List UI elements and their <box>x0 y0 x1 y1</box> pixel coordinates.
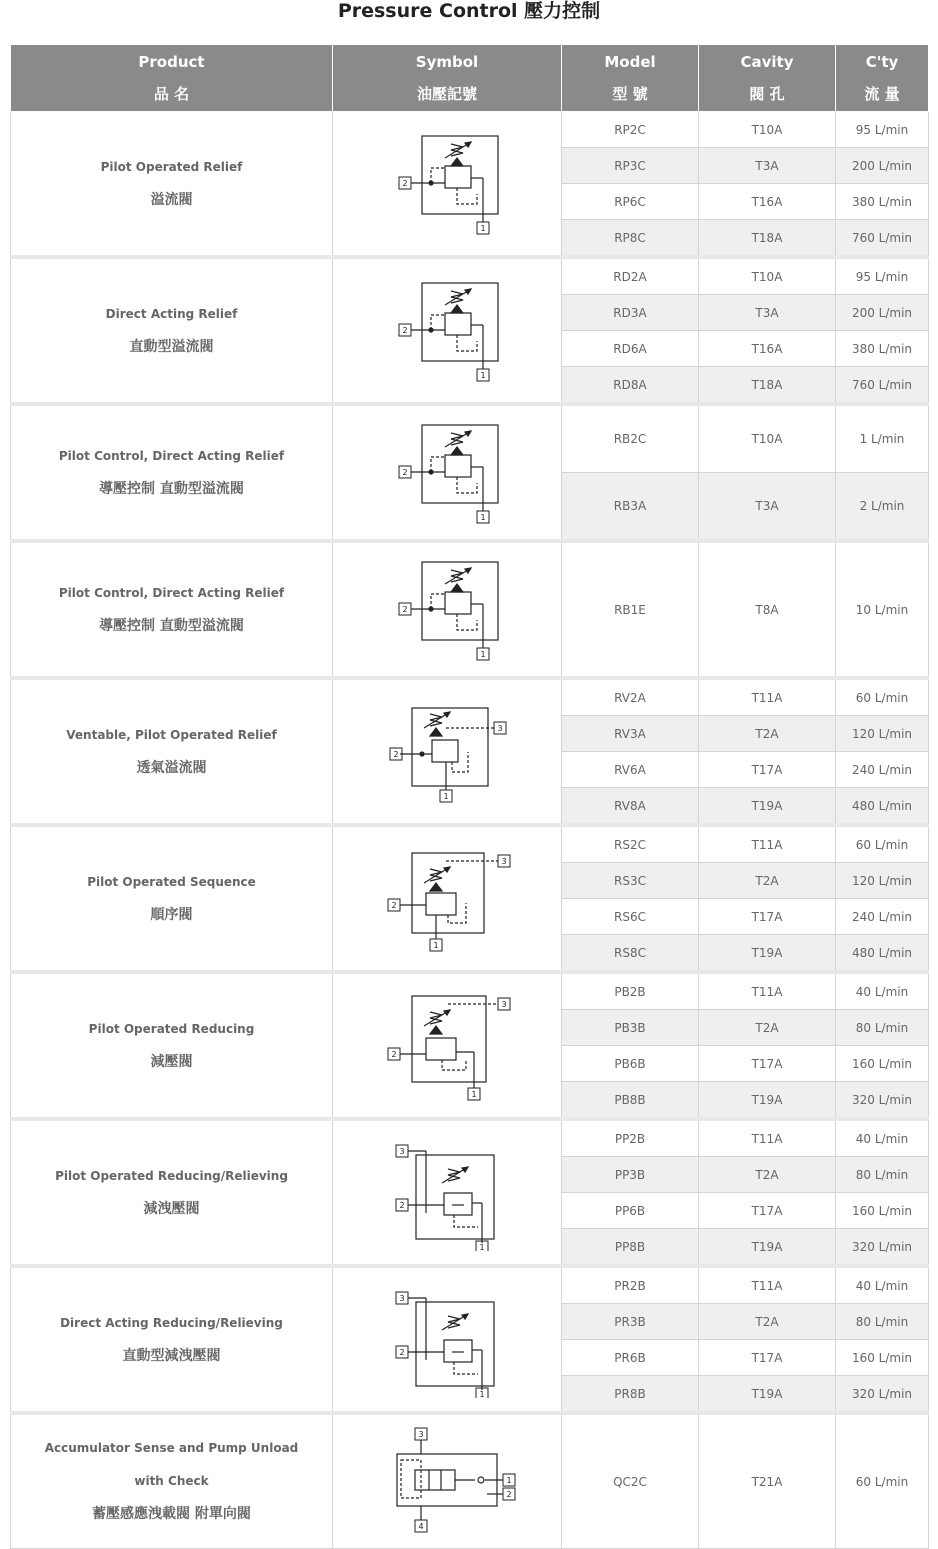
cavity-cell: T18A <box>699 367 836 405</box>
cavity-cell: T19A <box>699 1376 836 1414</box>
cty-cell: 80 L/min <box>836 1157 929 1193</box>
cavity-cell: T17A <box>699 1046 836 1082</box>
cavity-cell: T19A <box>699 935 836 973</box>
model-cell: RD8A <box>562 367 699 405</box>
cty-cell: 320 L/min <box>836 1082 929 1120</box>
product-cell <box>11 972 333 1119</box>
cavity-cell: T19A <box>699 788 836 826</box>
model-cell: RS2C <box>562 825 699 863</box>
cavity-cell: T3A <box>699 148 836 184</box>
product-name: Direct Acting Reducing/Relieving <box>60 1315 283 1330</box>
cavity-cell: T10A <box>699 404 836 473</box>
cty-cell: 60 L/min <box>836 678 929 716</box>
header-symbol: Symbol 油壓記號 <box>333 45 562 112</box>
model-cell: PR8B <box>562 1376 699 1414</box>
svg-text:3: 3 <box>497 723 503 733</box>
header-product: Product 品 名 <box>11 45 333 112</box>
svg-text:3: 3 <box>399 1293 405 1303</box>
symbol-cell <box>333 404 562 541</box>
cavity-cell: T17A <box>699 1340 836 1376</box>
symbol-cell <box>333 972 562 1119</box>
svg-text:2: 2 <box>399 1347 405 1357</box>
product-name-line2: with Check <box>134 1474 209 1488</box>
model-cell: PR2B <box>562 1266 699 1304</box>
table-row <box>11 541 929 678</box>
accumulator-unload-symbol-icon <box>333 1420 561 1544</box>
model-cell: RB3A <box>562 473 699 542</box>
model-cell: QC2C <box>562 1413 699 1549</box>
svg-text:2: 2 <box>393 749 399 759</box>
svg-text:1: 1 <box>480 223 486 233</box>
model-cell: RS8C <box>562 935 699 973</box>
cty-cell: 320 L/min <box>836 1376 929 1414</box>
cavity-cell: T10A <box>699 257 836 295</box>
model-cell: RP8C <box>562 220 699 258</box>
model-cell: PR6B <box>562 1340 699 1376</box>
product-name: Pilot Operated Reducing <box>88 1021 255 1036</box>
cavity-cell: T11A <box>699 825 836 863</box>
cty-cell: 480 L/min <box>836 788 929 826</box>
symbol-cell <box>333 112 562 258</box>
reducing-relieving-symbol-icon <box>333 1135 561 1251</box>
svg-text:2: 2 <box>506 1489 512 1499</box>
cty-cell: 95 L/min <box>836 112 929 148</box>
model-cell: PP3B <box>562 1157 699 1193</box>
svg-text:1: 1 <box>479 1389 485 1398</box>
product-name: Pilot Operated Relief <box>100 159 243 174</box>
product-name: Accumulator Sense and Pump Unload <box>44 1441 299 1455</box>
cty-cell: 60 L/min <box>836 1413 929 1549</box>
product-name-cn: 導壓控制 直動型溢流閥 <box>99 480 244 497</box>
model-cell: PB3B <box>562 1010 699 1046</box>
svg-text:2: 2 <box>402 325 408 335</box>
cavity-cell: T11A <box>699 972 836 1010</box>
svg-text:2: 2 <box>402 467 408 477</box>
product-cell <box>11 1119 333 1266</box>
cty-cell: 2 L/min <box>836 473 929 542</box>
model-cell: RV2A <box>562 678 699 716</box>
product-name-cn: 透氣溢流閥 <box>136 759 207 776</box>
cty-cell: 10 L/min <box>836 541 929 678</box>
cavity-cell: T17A <box>699 899 836 935</box>
relief-symbol-icon <box>333 275 561 387</box>
model-cell: PP2B <box>562 1119 699 1157</box>
model-cell: RV8A <box>562 788 699 826</box>
model-cell: RD2A <box>562 257 699 295</box>
relief-symbol-icon <box>333 128 561 240</box>
cty-cell: 160 L/min <box>836 1340 929 1376</box>
product-name: Pilot Control, Direct Acting Relief <box>58 585 285 600</box>
svg-text:1: 1 <box>479 1242 485 1251</box>
svg-text:2: 2 <box>391 1049 397 1059</box>
cavity-cell: T2A <box>699 1157 836 1193</box>
pressure-control-table <box>10 44 929 1549</box>
svg-text:1: 1 <box>506 1475 512 1485</box>
product-name-cn: 減洩壓閥 <box>143 1200 200 1217</box>
model-cell: PP8B <box>562 1229 699 1267</box>
table-row <box>11 825 929 863</box>
cty-cell: 200 L/min <box>836 295 929 331</box>
cty-cell: 60 L/min <box>836 825 929 863</box>
cavity-cell: T2A <box>699 1010 836 1046</box>
cty-cell: 320 L/min <box>836 1229 929 1267</box>
model-cell: RS3C <box>562 863 699 899</box>
table-row <box>11 972 929 1010</box>
product-cell <box>11 678 333 825</box>
cty-cell: 40 L/min <box>836 1266 929 1304</box>
product-name: Ventable, Pilot Operated Relief <box>66 727 277 742</box>
cty-cell: 80 L/min <box>836 1010 929 1046</box>
svg-text:1: 1 <box>480 649 486 659</box>
cty-cell: 480 L/min <box>836 935 929 973</box>
relief-symbol-icon <box>333 417 561 529</box>
sequence-symbol-icon <box>333 843 561 955</box>
cty-cell: 200 L/min <box>836 148 929 184</box>
cty-cell: 80 L/min <box>836 1304 929 1340</box>
table-row <box>11 404 929 473</box>
table-row <box>11 1119 929 1157</box>
page-title: Pressure Control 壓力控制 <box>337 0 601 22</box>
cty-cell: 380 L/min <box>836 184 929 220</box>
product-cell <box>11 257 333 404</box>
product-cell <box>11 404 333 541</box>
svg-text:3: 3 <box>399 1146 405 1156</box>
cty-cell: 160 L/min <box>836 1193 929 1229</box>
cty-cell: 160 L/min <box>836 1046 929 1082</box>
product-name-cn: 蓄壓感應洩載閥 附單向閥 <box>92 1506 251 1522</box>
cty-cell: 380 L/min <box>836 331 929 367</box>
product-name: Pilot Operated Sequence <box>87 874 256 889</box>
cty-cell: 760 L/min <box>836 367 929 405</box>
model-cell: RD3A <box>562 295 699 331</box>
symbol-cell <box>333 1119 562 1266</box>
product-cell <box>11 541 333 678</box>
cavity-cell: T19A <box>699 1229 836 1267</box>
model-cell: RS6C <box>562 899 699 935</box>
cavity-cell: T19A <box>699 1082 836 1120</box>
model-cell: RP2C <box>562 112 699 148</box>
symbol-cell <box>333 1266 562 1413</box>
cty-cell: 40 L/min <box>836 1119 929 1157</box>
symbol-cell <box>333 257 562 404</box>
product-name: Pilot Operated Reducing/Relieving <box>55 1168 288 1183</box>
symbol-cell <box>333 825 562 972</box>
model-cell: PR3B <box>562 1304 699 1340</box>
model-cell: PP6B <box>562 1193 699 1229</box>
header-model: Model 型 號 <box>562 45 699 112</box>
symbol-cell <box>333 678 562 825</box>
cavity-cell: T10A <box>699 112 836 148</box>
svg-text:1: 1 <box>433 940 439 950</box>
product-name-cn: 導壓控制 直動型溢流閥 <box>99 617 244 634</box>
cavity-cell: T16A <box>699 331 836 367</box>
svg-text:2: 2 <box>402 604 408 614</box>
product-name-cn: 直動型減洩壓閥 <box>122 1347 221 1364</box>
model-cell: PB6B <box>562 1046 699 1082</box>
cavity-cell: T11A <box>699 1119 836 1157</box>
cavity-cell: T3A <box>699 295 836 331</box>
reducing-symbol-icon <box>333 988 561 1104</box>
cavity-cell: T17A <box>699 1193 836 1229</box>
symbol-cell <box>333 1413 562 1549</box>
model-cell: PB2B <box>562 972 699 1010</box>
cty-cell: 120 L/min <box>836 863 929 899</box>
table-row <box>11 257 929 295</box>
cty-cell: 120 L/min <box>836 716 929 752</box>
cavity-cell: T16A <box>699 184 836 220</box>
header-cty: C'ty 流 量 <box>836 45 929 112</box>
svg-text:1: 1 <box>480 512 486 522</box>
svg-text:2: 2 <box>391 900 397 910</box>
svg-text:2: 2 <box>402 178 408 188</box>
cavity-cell: T11A <box>699 678 836 716</box>
svg-text:1: 1 <box>443 791 449 801</box>
relief-symbol-icon <box>333 554 561 666</box>
table-row <box>11 1413 929 1549</box>
header-cavity: Cavity 閥 孔 <box>699 45 836 112</box>
cavity-cell: T18A <box>699 220 836 258</box>
svg-text:3: 3 <box>501 856 507 866</box>
cty-cell: 40 L/min <box>836 972 929 1010</box>
cavity-cell: T11A <box>699 1266 836 1304</box>
model-cell: PB8B <box>562 1082 699 1120</box>
svg-text:3: 3 <box>418 1429 424 1439</box>
model-cell: RD6A <box>562 331 699 367</box>
ventable-relief-symbol-icon <box>333 696 561 808</box>
product-name-cn: 順序閥 <box>150 906 193 923</box>
cty-cell: 95 L/min <box>836 257 929 295</box>
product-cell <box>11 825 333 972</box>
model-cell: RB2C <box>562 404 699 473</box>
reducing-relieving-symbol-icon <box>333 1282 561 1398</box>
model-cell: RB1E <box>562 541 699 678</box>
model-cell: RV3A <box>562 716 699 752</box>
product-name: Direct Acting Relief <box>105 306 238 321</box>
table-header-row <box>11 45 929 112</box>
cty-cell: 240 L/min <box>836 899 929 935</box>
product-cell <box>11 112 333 258</box>
cty-cell: 240 L/min <box>836 752 929 788</box>
product-cell <box>11 1413 333 1549</box>
model-cell: RV6A <box>562 752 699 788</box>
svg-text:1: 1 <box>471 1089 477 1099</box>
svg-text:2: 2 <box>399 1200 405 1210</box>
cty-cell: 1 L/min <box>836 404 929 473</box>
product-name-cn: 直動型溢流閥 <box>129 338 214 355</box>
cavity-cell: T21A <box>699 1413 836 1549</box>
product-name: Pilot Control, Direct Acting Relief <box>58 448 285 463</box>
table-row <box>11 1266 929 1304</box>
product-name-cn: 減壓閥 <box>150 1053 193 1070</box>
symbol-cell <box>333 541 562 678</box>
product-name-cn: 溢流閥 <box>150 191 193 208</box>
cavity-cell: T2A <box>699 1304 836 1340</box>
svg-text:3: 3 <box>501 999 507 1009</box>
svg-text:1: 1 <box>480 370 486 380</box>
product-cell <box>11 1266 333 1413</box>
svg-text:4: 4 <box>418 1521 424 1531</box>
cavity-cell: T17A <box>699 752 836 788</box>
cavity-cell: T8A <box>699 541 836 678</box>
cavity-cell: T2A <box>699 863 836 899</box>
cavity-cell: T2A <box>699 716 836 752</box>
model-cell: RP3C <box>562 148 699 184</box>
cavity-cell: T3A <box>699 473 836 542</box>
table-row <box>11 112 929 148</box>
cty-cell: 760 L/min <box>836 220 929 258</box>
model-cell: RP6C <box>562 184 699 220</box>
table-row <box>11 678 929 716</box>
